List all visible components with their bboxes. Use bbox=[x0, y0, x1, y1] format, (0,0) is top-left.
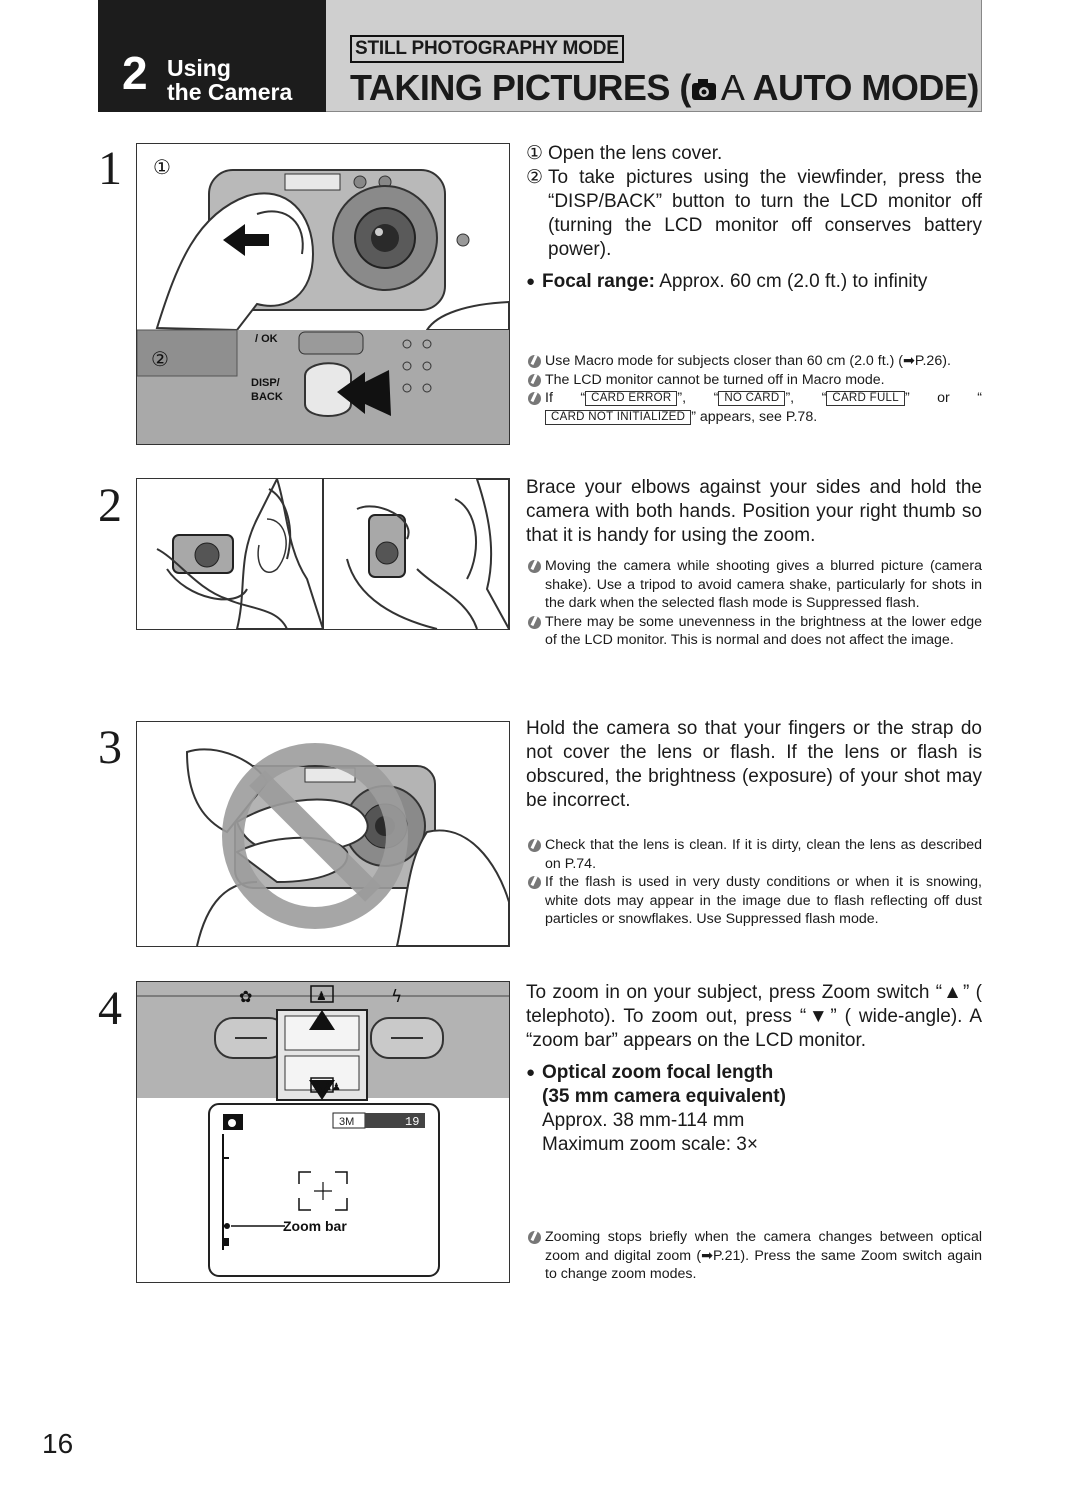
title-suffix: AUTO MODE) bbox=[744, 67, 979, 108]
chapter-title bbox=[167, 56, 292, 104]
step3-notes bbox=[526, 836, 982, 929]
svg-text:♟: ♟ bbox=[316, 989, 327, 1003]
step1-marker-2: ② bbox=[151, 347, 169, 371]
optical-zoom-spec bbox=[526, 1061, 982, 1157]
spec-focal-length: Approx. 38 mm-114 mm bbox=[542, 1110, 745, 1131]
ok-label: / OK bbox=[255, 333, 278, 345]
focal-range-label: Focal range: bbox=[542, 271, 655, 292]
note-text: The LCD monitor cannot be turned off in Macro mode. bbox=[545, 371, 885, 388]
note-text: Moving the camera while shooting gives a blurred picture (camera shake). Use a tripod to avoid camera shake, particularly for shots in the dark when the selected flash mode is Suppressed flash. bbox=[545, 558, 982, 612]
bullet-icon: ● bbox=[526, 273, 536, 290]
note-text: If the flash is used in very dusty conditions or when it is snowing, white dots may appear in the image due to flash reflecting off dust particles or snowflakes. Use Suppressed flash mode. bbox=[545, 874, 982, 928]
note-icon bbox=[526, 371, 545, 390]
spec-label-line2: (35 mm camera equivalent) bbox=[542, 1086, 786, 1107]
step1-instructions bbox=[526, 142, 982, 294]
card-not-initialized-code: CARD NOT INITIALIZED bbox=[545, 410, 691, 425]
macro-icon: ✿ bbox=[239, 987, 253, 1006]
title-prefix: TAKING PICTURES ( bbox=[350, 67, 691, 108]
step1-marker-1: ① bbox=[153, 155, 171, 179]
step2-illustration bbox=[136, 478, 510, 630]
note-text: Zooming stops briefly when the camera changes between optical zoom and digital zoom (➡P.21). Press the same Zoom switch again to change zoom modes. bbox=[545, 1229, 982, 1283]
item-text: Open the lens cover. bbox=[548, 143, 723, 164]
item-text: To take pictures using the viewfinder, press the “DISP/BACK” button to turn the LCD monitor off (turning the LCD monitor off conserves battery power). bbox=[548, 167, 982, 260]
step-number-2: 2 bbox=[98, 479, 122, 532]
flash-icon: ϟ bbox=[391, 987, 403, 1007]
bullet-icon: ● bbox=[526, 1064, 536, 1081]
note-text: Check that the lens is clean. If it is dirty, clean the lens as described on P.74. bbox=[545, 837, 982, 872]
step1-illustration bbox=[136, 143, 510, 445]
zoom-instructions: To zoom in on your subject, press Zoom switch “▲” ( telephoto). To zoom out, press “▼” ( wide-angle). A “zoom bar” appears on the LCD monitor. bbox=[526, 982, 982, 1051]
item-marker: ① bbox=[526, 143, 544, 164]
note-icon bbox=[526, 836, 545, 873]
step4-notes bbox=[526, 1228, 982, 1284]
step1-notes bbox=[526, 352, 982, 426]
chapter-tab bbox=[98, 0, 326, 112]
lcd-shots: 19 bbox=[405, 1115, 420, 1129]
lcd-resolution: 3M bbox=[339, 1116, 355, 1128]
card-full-code: CARD FULL bbox=[826, 391, 905, 406]
title-mode-letter: A bbox=[720, 67, 745, 108]
section-header bbox=[326, 0, 982, 112]
spec-label-line1: Optical zoom focal length bbox=[542, 1062, 774, 1083]
step-number-4: 4 bbox=[98, 982, 122, 1035]
note-icon bbox=[526, 557, 545, 613]
note-text: There may be some unevenness in the brightness at the lower edge of the LCD monitor. This is normal and does not affect the image. bbox=[545, 613, 982, 649]
card-error-note: If “ CARD ERROR ”, “ NO CARD ”, “ CARD FULL ” or “CARD NOT INITIALIZED ” appears, see P.78. bbox=[545, 390, 982, 425]
note-text: Use Macro mode for subjects closer than 60 cm (2.0 ft.) (➡P.26). bbox=[545, 353, 951, 369]
note-icon bbox=[526, 873, 545, 929]
note-icon bbox=[526, 613, 545, 650]
camera-icon bbox=[691, 70, 721, 106]
step2-notes bbox=[526, 557, 982, 650]
note-icon bbox=[526, 389, 545, 426]
chapter-title-line2: the Camera bbox=[167, 79, 293, 106]
no-card-code: NO CARD bbox=[718, 391, 785, 406]
chapter-title-line1: Using bbox=[167, 55, 231, 81]
focal-range-value: Approx. 60 cm (2.0 ft.) to infinity bbox=[659, 271, 928, 292]
step3-illustration bbox=[136, 721, 510, 947]
step4-text bbox=[526, 981, 982, 1053]
card-error-code: CARD ERROR bbox=[585, 391, 677, 406]
svg-text:♟♟♟: ♟♟♟ bbox=[314, 1082, 341, 1093]
spec-zoom-scale: Maximum zoom scale: 3× bbox=[542, 1134, 758, 1155]
step3-text: Hold the camera so that your fingers or the strap do not cover the lens or flash. If the lens or flash is obscured, the brightness (exposure) of your shot may be incorrect. bbox=[526, 718, 982, 811]
step-number-3: 3 bbox=[98, 721, 122, 774]
zoom-bar-label: Zoom bar bbox=[283, 1218, 347, 1234]
step2-text: Brace your elbows against your sides and hold the camera with both hands. Position your right thumb so that it is handy for using the zoom. bbox=[526, 477, 982, 546]
mode-label: STILL PHOTOGRAPHY MODE bbox=[350, 35, 624, 63]
disp-label-line2: BACK bbox=[251, 391, 283, 403]
disp-label-line1: DISP/ bbox=[251, 377, 280, 389]
page-number: 16 bbox=[42, 1428, 74, 1459]
step4-illustration bbox=[136, 981, 510, 1283]
note-icon bbox=[526, 1228, 545, 1284]
step-number-1: 1 bbox=[98, 142, 122, 195]
page-title bbox=[350, 67, 979, 108]
item-marker: ② bbox=[526, 167, 544, 188]
focal-range bbox=[526, 270, 982, 294]
note-icon bbox=[526, 352, 545, 371]
chapter-number: 2 bbox=[122, 47, 148, 99]
